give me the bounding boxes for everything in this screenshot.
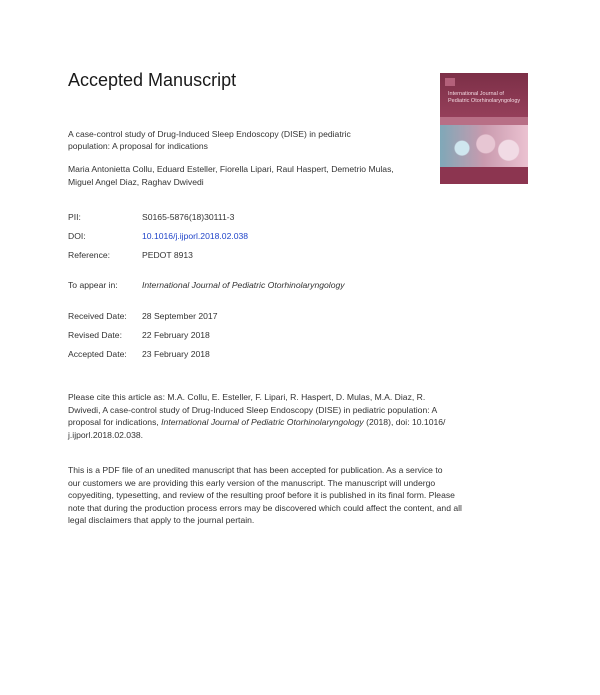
received-date-row: Received Date: 28 September 2017: [68, 311, 218, 321]
manuscript-notice: This is a PDF file of an unedited manuscript that has been accepted for publication. As a service to our customers we are providing this early version of the manuscript. The manuscript will undergo copyediting, typesetting, and review of the resulting proof before it is published in its final form. Please note that during the production process errors may be discovered which could affect the content, and all legal disclaimers that apply to the journal pertain.: [68, 465, 462, 525]
article-authors: Maria Antonietta Collu, Eduard Esteller, Fiorella Lipari, Raul Haspert, Demetrio Mulas, Miguel Angel Diaz, Raghav Dwivedi: [68, 164, 394, 187]
page-heading: Accepted Manuscript: [68, 70, 237, 90]
revised-date-row: Revised Date: 22 February 2018: [68, 330, 210, 340]
journal-cover-image: [440, 73, 528, 184]
accepted-date-row: Accepted Date: 23 February 2018: [68, 349, 210, 359]
to-appear-row: To appear in: International Journal of Pediatric Otorhinolaryngology: [68, 280, 345, 290]
reference-row: Reference: PEDOT 8913: [68, 250, 193, 260]
doi-row: DOI: 10.1016/j.ijporl.2018.02.038: [68, 231, 249, 241]
journal-cover-title: International Journal of Pediatric Otorhinolaryngology: [448, 91, 521, 104]
article-title: A case-control study of Drug-Induced Sleep Endoscopy (DISE) in pediatric population: A proposal for indications: [68, 129, 351, 151]
publisher-logo-icon: [445, 78, 455, 86]
citation-paragraph: Please cite this article as: M.A. Collu, E. Esteller, F. Lipari, R. Haspert, D. Mulas, M.A. Diaz, R. Dwivedi, A case-control study of Drug-Induced Sleep Endoscopy (DISE) in pediatric population: A proposal for indications, International Journal of Pediatric Otorhinolaryngology (2018), doi: 10.1016/ j.ijporl.2018.02.038.: [68, 392, 446, 440]
pii-row: PII: S0165-5876(18)30111-3: [68, 212, 235, 222]
doi-link[interactable]: 10.1016/j.ijporl.2018.02.038: [142, 231, 249, 241]
